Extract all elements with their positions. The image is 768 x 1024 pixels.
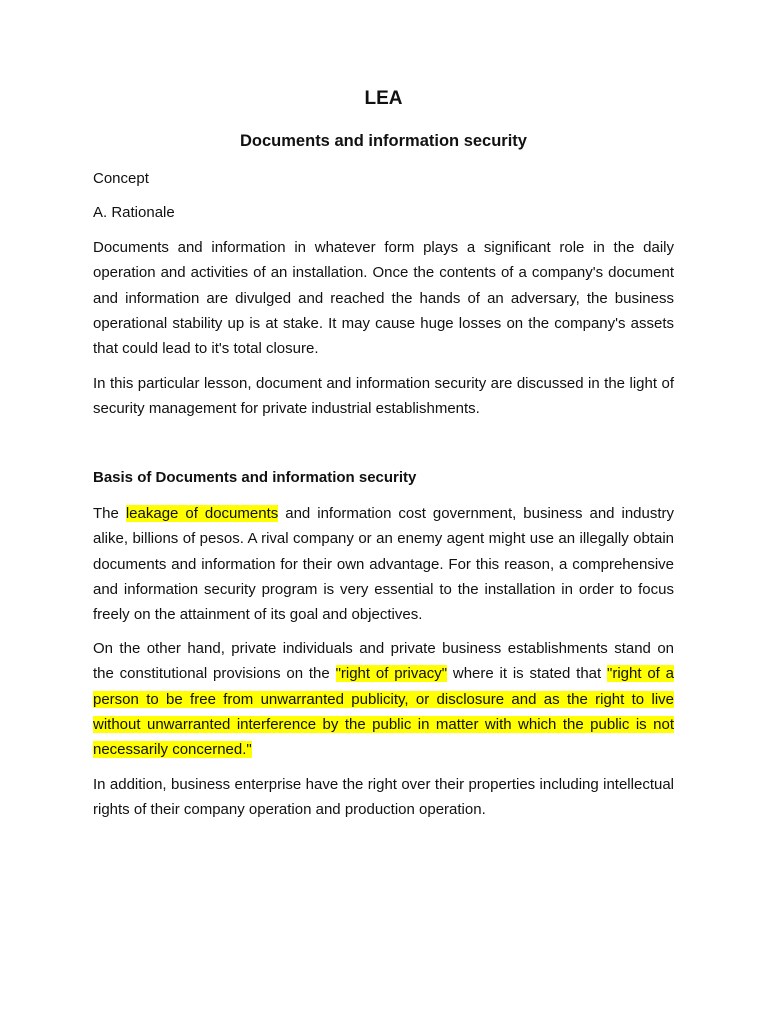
basis-heading: Basis of Documents and information security bbox=[93, 469, 417, 486]
basis-p1-text-before: The bbox=[93, 505, 126, 522]
basis-paragraph-2 bbox=[93, 636, 674, 762]
rationale-paragraph-1: Documents and information in whatever form plays a significant role in the daily operation and activities of an installation. Once the contents of a company's document and information are divulged and reached the hands of an adversary, the business operational stability up is at stake. It may cause huge losses on the company's assets that could lead to it's total closure. bbox=[93, 239, 674, 358]
basis-p2-text-middle: where it is stated that bbox=[447, 665, 608, 683]
highlight-right-of-privacy: "right of privacy" bbox=[335, 665, 448, 683]
highlight-leakage-of-documents: leakage of documents bbox=[125, 505, 279, 522]
basis-paragraph-3: In addition, business enterprise have the right over their properties including intellectual rights of their company operation and production operation. bbox=[93, 776, 674, 819]
highlight-privacy-definition: "right of a person to be free from unwarranted publicity, or disclosure and as the right to live without unwarranted interference by the public in matter with which the public is not necessarily concerned." bbox=[93, 665, 675, 759]
basis-p2-text-before: On the other hand, private individuals and private business establishments stand on the constitutional provisions on the bbox=[93, 640, 674, 683]
basis-paragraph-1 bbox=[93, 501, 674, 627]
document-subtitle: Documents and information security bbox=[240, 132, 527, 150]
basis-p1-text-after: and information cost government, business and industry alike, billions of pesos. A rival company or an enemy agent might use an illegally obtain documents and information for their own advantage. For this reason, a comprehensive and information security program is very essential to the installation in order to focus freely on the attainment of its goal and objectives. bbox=[93, 505, 675, 624]
document-title: LEA bbox=[364, 88, 403, 109]
rationale-paragraph-2: In this particular lesson, document and information security are discussed in the light of security management for private industrial establishments. bbox=[93, 375, 674, 418]
concept-label: Concept bbox=[93, 170, 149, 187]
rationale-label: A. Rationale bbox=[93, 204, 175, 221]
